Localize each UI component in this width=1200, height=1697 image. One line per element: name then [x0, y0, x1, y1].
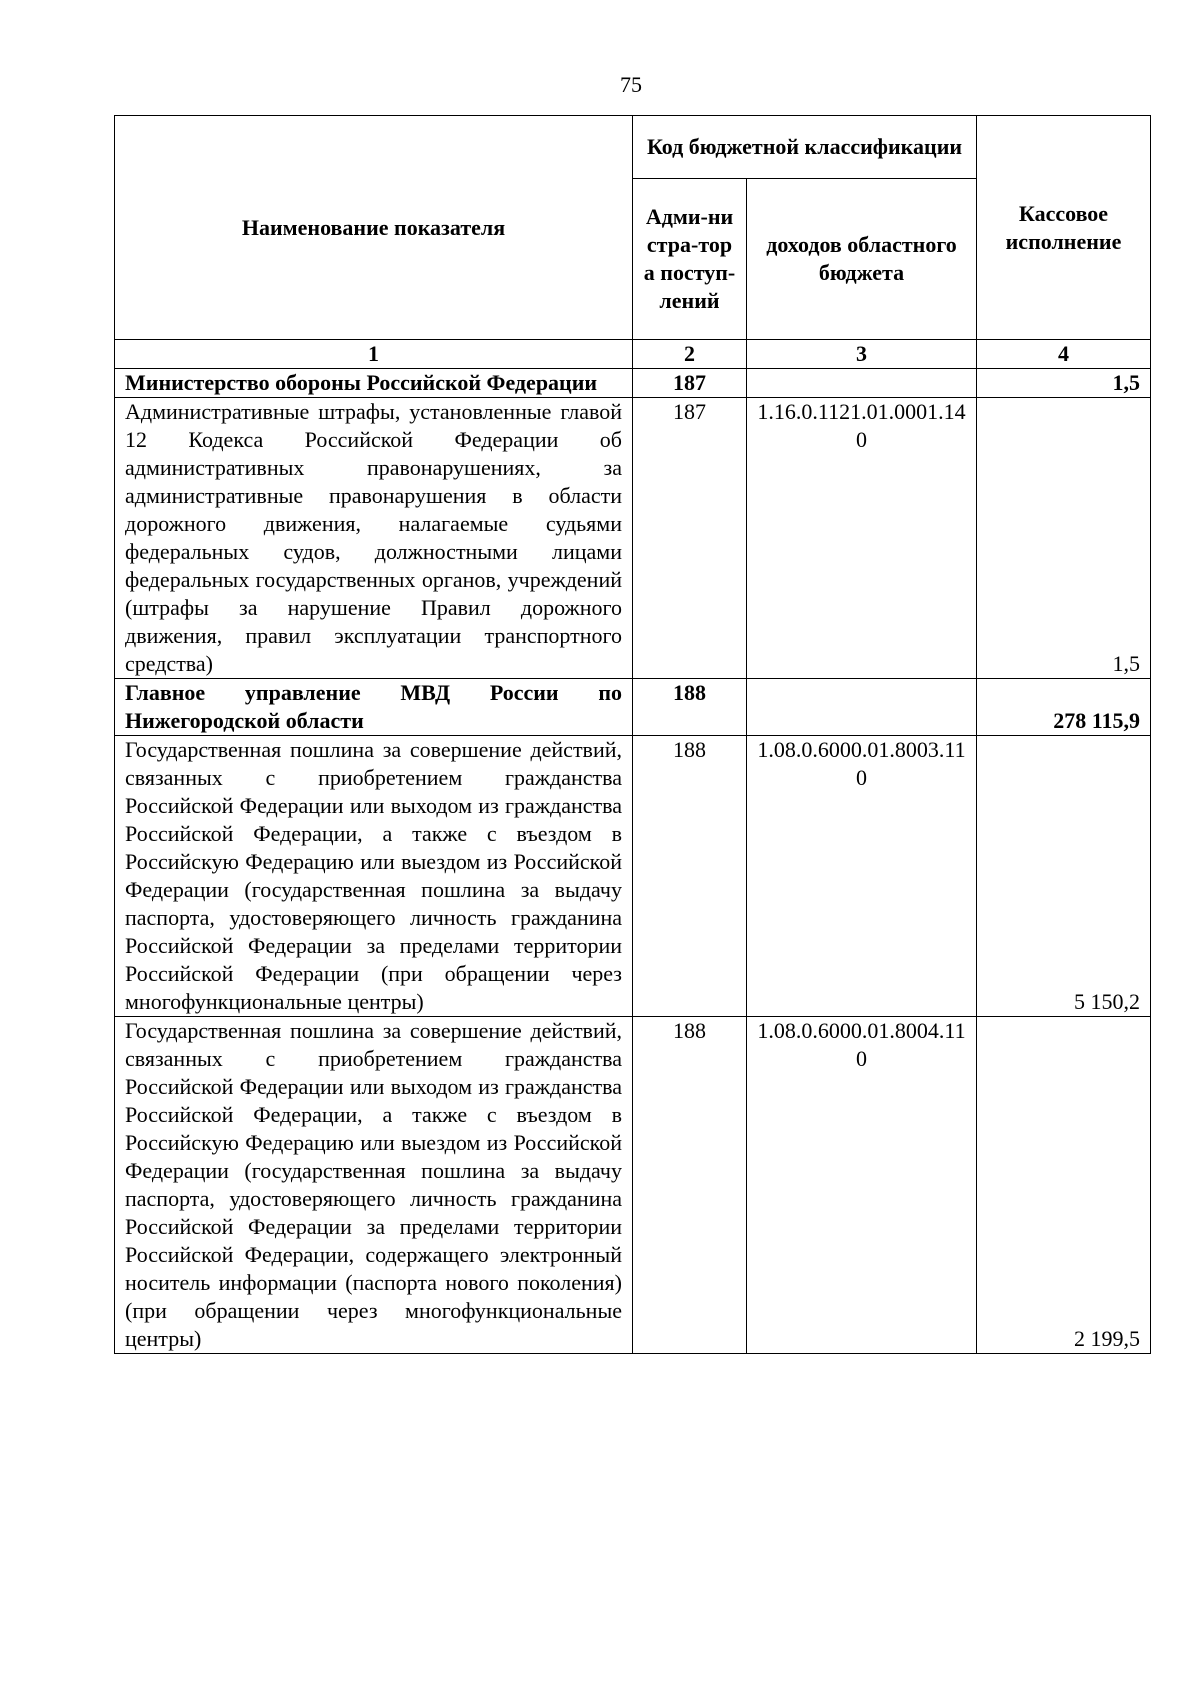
row-admin: 187: [633, 398, 747, 679]
header-name: Наименование показателя: [115, 116, 633, 340]
row-name: Главное управление МВД России по Нижегородской области: [115, 679, 633, 736]
header-admin: [633, 179, 747, 340]
header-admin-text: Адми-нистра-тора поступ-лений: [643, 204, 736, 313]
table-row: [115, 679, 1151, 736]
header-number-4: 4: [977, 340, 1151, 369]
table-row: [115, 1017, 1151, 1354]
row-code: 1.08.0.6000.01.8003.110: [747, 736, 977, 1017]
row-code: 1.08.0.6000.01.8004.110: [747, 1017, 977, 1354]
row-amount: 5 150,2: [977, 736, 1151, 1017]
header-income: доходов областного бюджета: [747, 179, 977, 340]
row-amount: 1,5: [977, 369, 1151, 398]
header-number-row: [115, 340, 1151, 369]
header-cash: Кассовое исполнение: [977, 116, 1151, 340]
header-code-group: Код бюджетной классификации: [633, 116, 977, 179]
table-row: [115, 369, 1151, 398]
row-code: [747, 369, 977, 398]
row-name: Министерство обороны Российской Федерации: [115, 369, 633, 398]
page-number: 75: [620, 72, 642, 97]
row-admin: 187: [633, 369, 747, 398]
budget-table: [114, 115, 1151, 1354]
header-number-1: 1: [115, 340, 633, 369]
row-amount: 278 115,9: [977, 679, 1151, 736]
row-amount: 2 199,5: [977, 1017, 1151, 1354]
header-number-3: 3: [747, 340, 977, 369]
header-row-1: [115, 116, 1151, 179]
row-name: Государственная пошлина за совершение действий, связанных с приобретением гражданства Российской Федерации или выходом из гражданства Российской Федерации, а также с въездом в Российскую Федерацию или выездом из Российской Федерации (государственная пошлина за выдачу паспорта, удостоверяющего личность гражданина Российской Федерации за пределами территории Российской Федерации (при обращении через многофункциональные центры): [115, 736, 633, 1017]
header-number-2: 2: [633, 340, 747, 369]
row-name: Государственная пошлина за совершение действий, связанных с приобретением гражданства Российской Федерации или выходом из гражданства Российской Федерации, а также с въездом в Российскую Федерацию или выездом из Российской Федерации (государственная пошлина за выдачу паспорта, удостоверяющего личность гражданина Российской Федерации за пределами территории Российской Федерации, содержащего электронный носитель информации (паспорта нового поколения) (при обращении через многофункциональные центры): [115, 1017, 633, 1354]
row-name: Административные штрафы, установленные главой 12 Кодекса Российской Федерации об административных правонарушениях, за административные правонарушения в области дорожного движения, налагаемые судьями федеральных судов, должностными лицами федеральных государственных органов, учреждений (штрафы за нарушение Правил дорожного движения, правил эксплуатации транспортного средства): [115, 398, 633, 679]
row-admin: 188: [633, 1017, 747, 1354]
row-code: 1.16.0.1121.01.0001.140: [747, 398, 977, 679]
row-code: [747, 679, 977, 736]
row-admin: 188: [633, 736, 747, 1017]
row-amount: 1,5: [977, 398, 1151, 679]
table-row: [115, 736, 1151, 1017]
table-row: [115, 398, 1151, 679]
row-admin: 188: [633, 679, 747, 736]
